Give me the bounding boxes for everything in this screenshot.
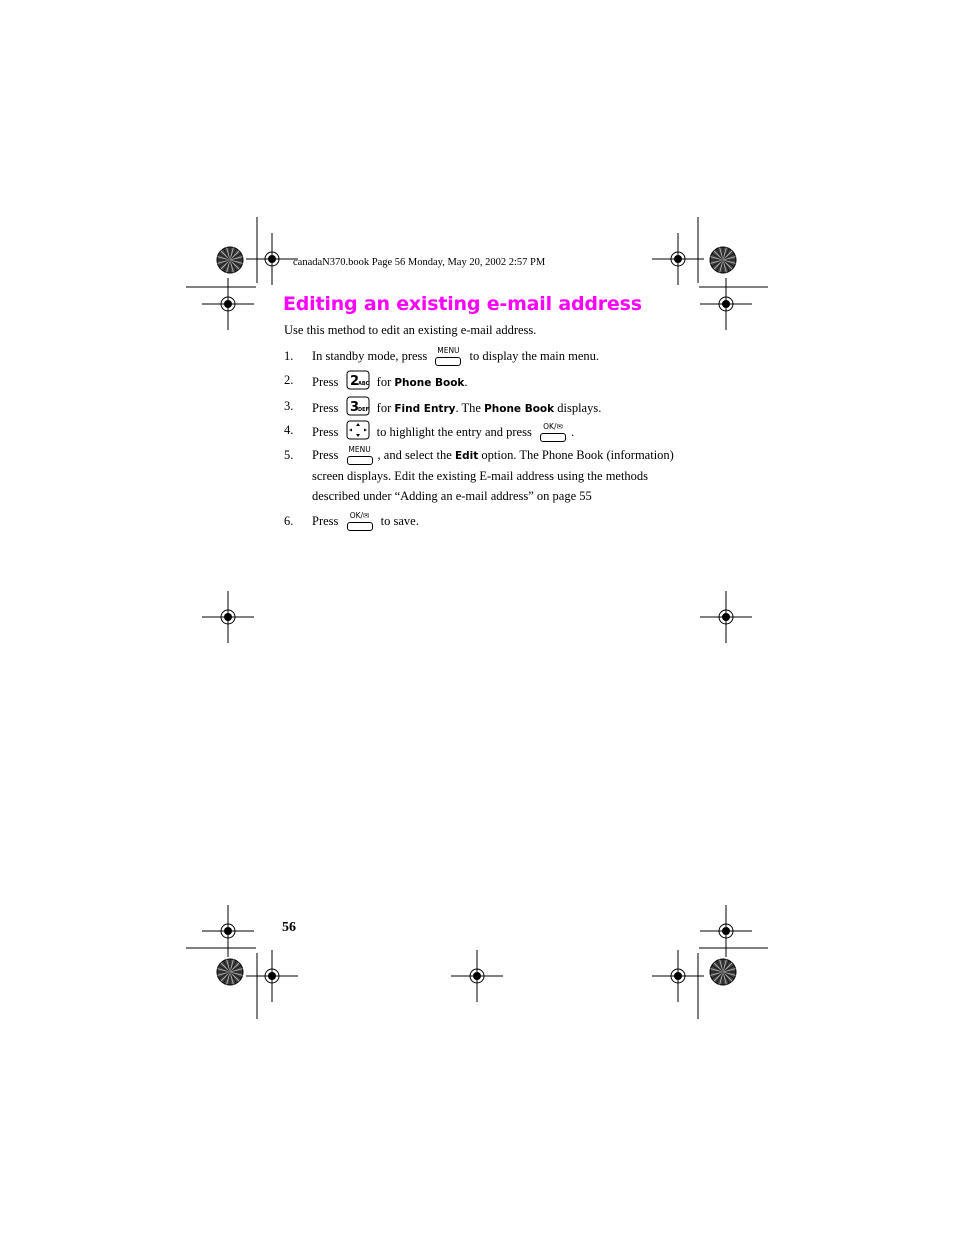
ok-key-icon: OK/✉ <box>346 512 374 532</box>
two-key-icon <box>346 370 370 396</box>
menu-key-icon: MENU <box>434 347 462 367</box>
navigation-key-icon <box>346 420 370 446</box>
crosshair-mark <box>700 591 752 643</box>
menu-key-icon: MENU <box>346 446 374 466</box>
crosshair-mark <box>246 233 298 285</box>
crosshair-mark <box>202 278 254 330</box>
crosshair-mark <box>451 950 503 1002</box>
starburst-mark <box>217 247 243 273</box>
ok-key-icon: OK/✉ <box>539 423 567 443</box>
crosshair-mark <box>202 591 254 643</box>
book-header-line: canadaN370.book Page 56 Monday, May 20, 2002 2:57 PM <box>293 257 546 268</box>
svg-text:3: 3 <box>349 400 359 415</box>
three-key-icon <box>346 396 370 422</box>
starburst-mark <box>217 959 243 985</box>
crosshair-mark <box>700 278 752 330</box>
page-number: 56 <box>282 920 296 935</box>
svg-text:ABC: ABC <box>357 381 369 387</box>
svg-text:2: 2 <box>349 374 359 389</box>
starburst-mark <box>710 247 736 273</box>
crosshair-mark <box>652 950 704 1002</box>
crosshair-mark <box>652 233 704 285</box>
crosshair-mark <box>246 950 298 1002</box>
intro-text: Use this method to edit an existing e-mail address. <box>284 323 537 337</box>
crosshair-mark <box>202 905 254 957</box>
starburst-mark <box>710 959 736 985</box>
crosshair-mark <box>700 905 752 957</box>
page-title: Editing an existing e-mail address <box>283 293 642 315</box>
svg-text:DEF: DEF <box>357 407 369 413</box>
